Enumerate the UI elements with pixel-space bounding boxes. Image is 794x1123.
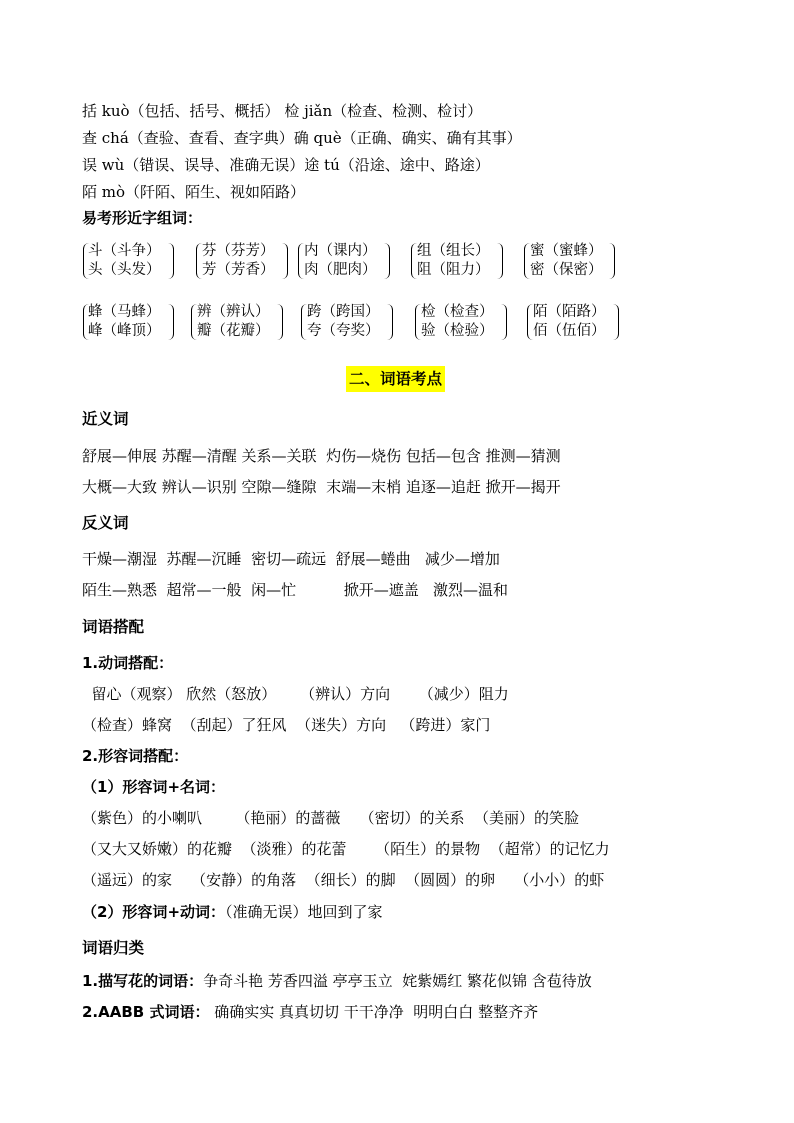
antonyms-heading: 反义词 — [82, 514, 129, 532]
classify-line-1 — [82, 971, 592, 991]
classify-1-text: 争奇斗艳 芳香四溢 亭亭玉立 姹紫嫣红 繁花似锦 含苞待放 — [203, 972, 592, 990]
classify-line-2 — [82, 1002, 538, 1022]
char-pair: 内（课内） 肉（肥肉） — [304, 243, 377, 278]
adj-noun-title: （1）形容词+名词： — [82, 778, 226, 796]
classify-1-label: 1.描写花的词语： — [82, 972, 204, 990]
adj-noun-line-1: （紫色）的小喇叭 （艳丽）的蔷薇 （密切）的关系 （美丽）的笑脸 — [82, 809, 579, 827]
pinyin-line-2: 查 chá（查验、查看、查字典）确 què（正确、确实、确有其事） — [82, 129, 522, 147]
classify-2-label: 2.AABB 式词语： — [82, 1003, 210, 1021]
char-pair: 跨（跨国） 夸（夸奖） — [307, 304, 380, 339]
pinyin-line-3: 误 wù（错误、误导、准确无误）途 tú（沿途、途中、路途） — [82, 156, 490, 174]
adj-noun-line-3: （遥远）的家 （安静）的角落 （细长）的脚 （圆圆）的卵 （小小）的虾 — [82, 871, 605, 889]
verb-line-1: 留心（观察） 欣然（怒放） （辨认）方向 （减少）阻力 — [82, 685, 509, 703]
adj-collocation-title: 2.形容词搭配： — [82, 747, 189, 765]
char-pair: 组（组长） 阻（阻力） — [417, 243, 490, 278]
collocation-heading: 词语搭配 — [82, 618, 145, 636]
verb-line-2: （检查）蜂窝 （刮起）了狂风 （迷失）方向 （跨进）家门 — [82, 716, 491, 734]
adj-verb-line — [82, 902, 383, 922]
synonyms-line-2: 大概—大致 辨认—识别 空隙—缝隙 末端—末梢 追逐—追赶 掀开—揭开 — [82, 478, 561, 496]
char-pair: 芬（芬芳） 芳（芳香） — [202, 243, 275, 278]
antonyms-line-1: 干燥—潮湿 苏醒—沉睡 密切—疏远 舒展—蜷曲 减少—增加 — [82, 550, 500, 568]
adj-noun-line-2: （又大又娇嫩）的花瓣 （淡雅）的花蕾 （陌生）的景物 （超常）的记忆力 — [82, 840, 610, 858]
char-pair: 蜂（马蜂） 峰（峰顶） — [88, 304, 161, 339]
char-pair: 斗（斗争） 头（头发） — [88, 243, 161, 278]
pinyin-line-1: 括 kuò（包括、括号、概括） 检 jiǎn（检查、检测、检讨） — [82, 102, 483, 120]
char-pair: 检（检查） 验（检验） — [421, 304, 494, 339]
char-pair: 辨（辨认） 瓣（花瓣） — [197, 304, 270, 339]
verb-collocation-title: 1.动词搭配： — [82, 654, 174, 672]
adj-verb-title: （2）形容词+动词： — [82, 903, 226, 921]
adj-verb-text: （准确无误）地回到了家 — [225, 903, 383, 921]
classify-heading: 词语归类 — [82, 939, 145, 957]
synonyms-heading: 近义词 — [82, 410, 129, 428]
char-pair: 陌（陌路） 佰（伍佰） — [533, 304, 606, 339]
pinyin-line-4: 陌 mò（阡陌、陌生、视如陌路） — [82, 183, 306, 201]
synonyms-line-1: 舒展—伸展 苏醒—清醒 关系—关联 灼伤—烧伤 包括—包含 推测—猜测 — [82, 447, 561, 465]
antonyms-line-2: 陌生—熟悉 超常—一般 闲—忙 掀开—遮盖 激烈—温和 — [82, 581, 509, 599]
similar-chars-title: 易考形近字组词： — [82, 209, 203, 227]
section-title: 二、词语考点 — [346, 366, 445, 392]
classify-2-text: 确确实实 真真切切 干干净净 明明白白 整整齐齐 — [209, 1003, 539, 1021]
char-pair: 蜜（蜜蜂） 密（保密） — [530, 243, 603, 278]
